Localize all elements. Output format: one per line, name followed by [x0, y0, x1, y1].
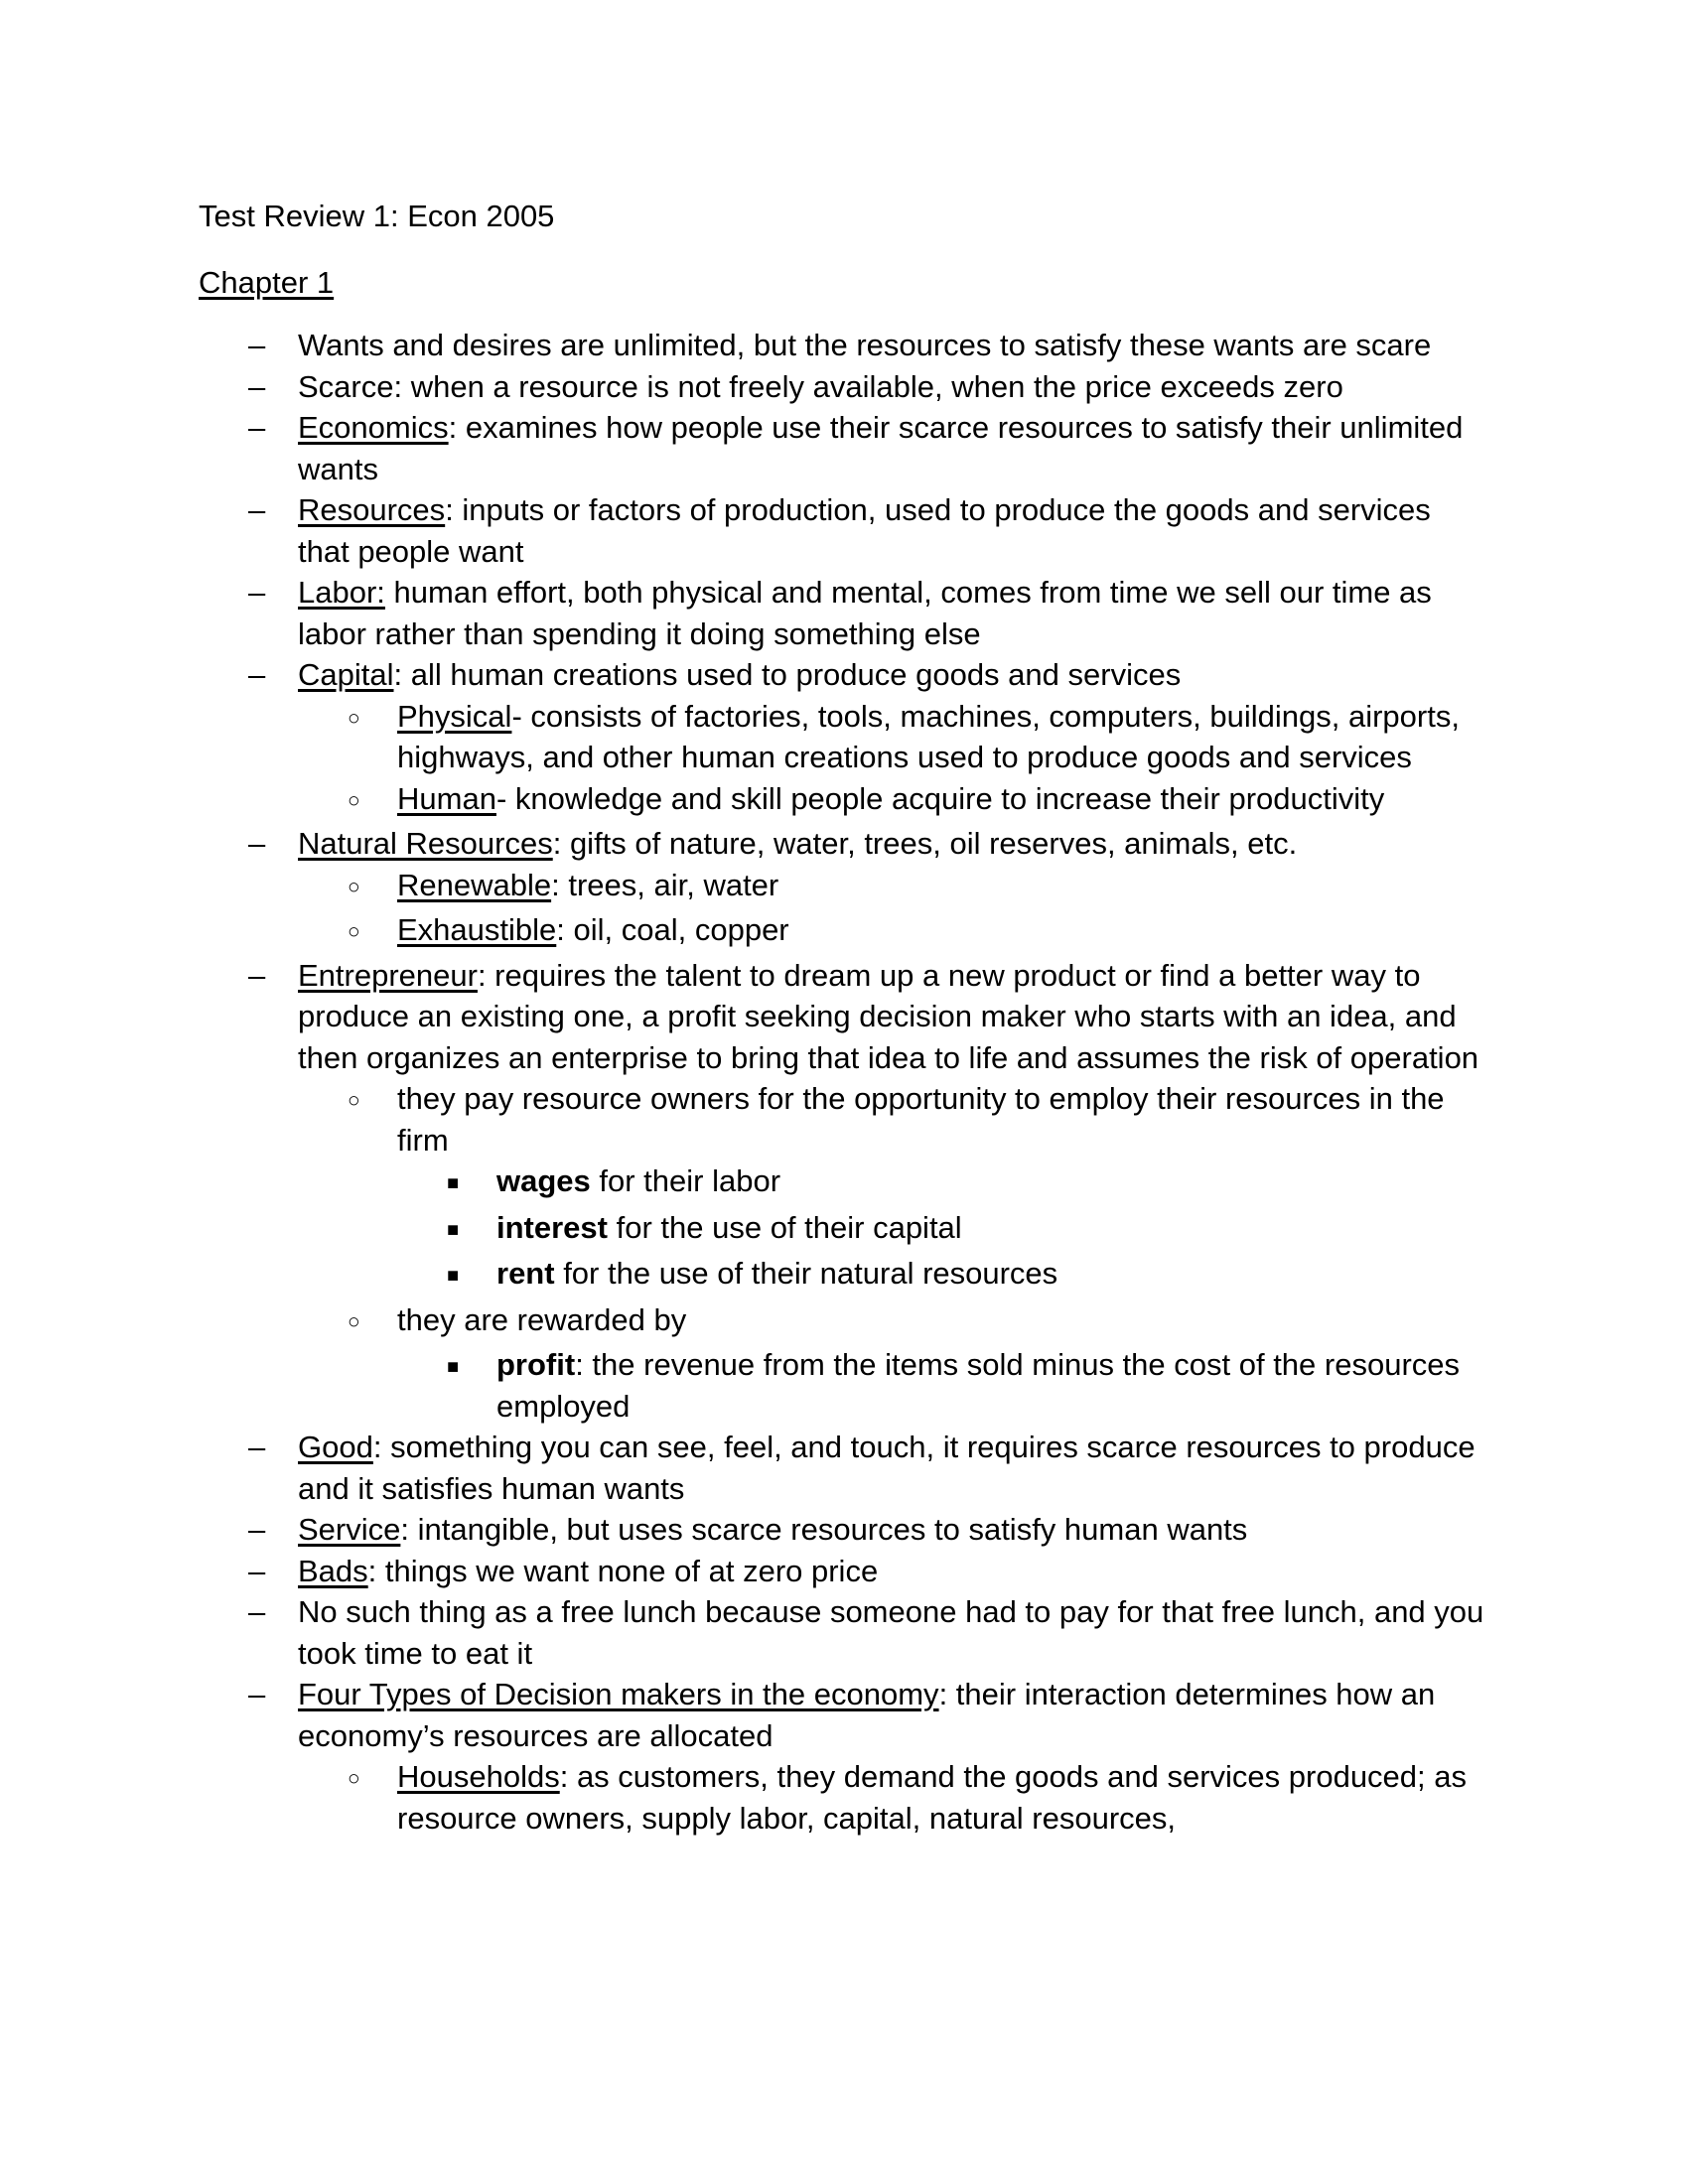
bold-term: wages — [496, 1163, 591, 1198]
list-item-text — [298, 572, 1489, 654]
list-item — [199, 325, 1489, 366]
list-item-text — [298, 1674, 1489, 1756]
list-item-text — [298, 489, 1489, 572]
chapter-heading-row — [199, 262, 1489, 304]
text-segment: : as customers, they demand the goods and services produced; as resource owners, supply labor, capital, natural resources, — [397, 1759, 1468, 1836]
dash-bullet-icon: – — [248, 826, 266, 861]
underlined-term: Resources — [298, 492, 446, 527]
text-segment: Wants and desires are unlimited, but the resources to satisfy these wants are scare — [298, 328, 1432, 362]
dash-bullet-icon: – — [248, 1553, 266, 1588]
list-item-text — [298, 1509, 1489, 1551]
list-item-text — [397, 1756, 1489, 1839]
document-title: Test Review 1: Econ 2005 — [199, 199, 555, 233]
chapter-heading: Chapter 1 — [199, 264, 335, 300]
underlined-term: Physical — [397, 698, 512, 734]
list-item-text — [397, 1078, 1489, 1160]
list-item-text — [298, 1551, 1489, 1592]
text-segment: for the use of their capital — [607, 1209, 962, 1245]
circle-bullet-icon: ○ — [348, 1309, 360, 1333]
list-item — [199, 823, 1489, 865]
circle-bullet-icon: ○ — [348, 875, 360, 898]
list-item-text — [298, 366, 1489, 408]
list-item-text — [496, 1207, 1489, 1249]
dash-bullet-icon: – — [248, 575, 266, 610]
list-item-text — [298, 1427, 1489, 1509]
dash-bullet-icon: – — [248, 657, 266, 692]
square-bullet-icon: ■ — [447, 1218, 460, 1241]
text-segment: : intangible, but uses scarce resources to satisfy human wants — [400, 1512, 1248, 1547]
list-item — [199, 366, 1489, 408]
list-item-text — [397, 1299, 1489, 1341]
text-segment: Scarce: when a resource is not freely available, when the price exceeds zero — [298, 368, 1343, 404]
text-segment: - knowledge and skill people acquire to increase their productivity — [495, 780, 1385, 816]
circle-bullet-icon: ○ — [348, 1767, 360, 1790]
bold-term: rent — [496, 1256, 555, 1291]
notes-list — [199, 325, 1489, 1839]
underlined-term: Economics — [298, 410, 449, 445]
list-item — [199, 489, 1489, 572]
dash-bullet-icon: – — [248, 1594, 266, 1629]
list-item — [199, 1551, 1489, 1592]
text-segment: : something you can see, feel, and touch, it requires scarce resources to produce and it satisfies human wants — [298, 1430, 1476, 1506]
document-content — [199, 196, 1489, 1839]
square-bullet-icon: ■ — [447, 1356, 460, 1378]
text-segment: they pay resource owners for the opportunity to employ their resources in the firm — [397, 1081, 1445, 1158]
square-bullet-icon: ■ — [447, 1265, 460, 1287]
underlined-term: Natural Resources — [298, 826, 553, 861]
text-segment: human effort, both physical and mental, comes from time we sell our time as labor rather than spending it doing something else — [298, 575, 1432, 651]
list-item-text — [496, 1253, 1489, 1295]
list-item — [199, 572, 1489, 654]
dash-bullet-icon: – — [248, 957, 266, 993]
dash-bullet-icon: – — [248, 328, 266, 362]
list-item — [199, 865, 1489, 910]
list-item — [199, 1253, 1489, 1299]
text-segment: they are rewarded by — [397, 1301, 687, 1337]
text-segment: for the use of their natural resources — [554, 1256, 1058, 1291]
list-item — [199, 1299, 1489, 1345]
underlined-term: Four Types of Decision makers in the economy — [298, 1677, 939, 1711]
dash-bullet-icon: – — [248, 1512, 266, 1547]
circle-bullet-icon: ○ — [348, 920, 360, 943]
list-item — [199, 955, 1489, 1079]
underlined-term: Capital — [298, 657, 394, 692]
list-item-text — [298, 654, 1489, 696]
list-item — [199, 407, 1489, 489]
list-item-text — [397, 909, 1489, 951]
circle-bullet-icon: ○ — [348, 706, 360, 730]
text-segment: : all human creations used to produce goods and services — [393, 657, 1182, 692]
underlined-term: Households — [397, 1759, 560, 1794]
text-segment: : the revenue from the items sold minus the cost of the resources employed — [496, 1347, 1461, 1424]
underlined-term: Labor: — [298, 575, 385, 610]
list-item — [199, 696, 1489, 778]
underlined-term: Renewable — [397, 867, 552, 902]
list-item — [199, 1160, 1489, 1207]
list-item-text — [298, 955, 1489, 1079]
list-item-text — [298, 325, 1489, 366]
text-segment: : oil, coal, copper — [556, 912, 789, 947]
circle-bullet-icon: ○ — [348, 1089, 360, 1112]
dash-bullet-icon: – — [248, 410, 266, 445]
text-segment: : examines how people use their scarce resources to satisfy their unlimited wants — [298, 410, 1464, 486]
list-item-text — [496, 1160, 1489, 1202]
text-segment: No such thing as a free lunch because someone had to pay for that free lunch, and you took time to eat it — [298, 1594, 1484, 1671]
text-segment: : gifts of nature, water, trees, oil reserves, animals, etc. — [552, 826, 1298, 861]
underlined-term: Human — [397, 780, 496, 816]
text-segment: : trees, air, water — [551, 867, 779, 902]
list-item — [199, 654, 1489, 696]
underlined-term: Good — [298, 1430, 373, 1464]
underlined-term: Entrepreneur — [298, 957, 478, 993]
list-item-text — [397, 865, 1489, 906]
text-segment: for their labor — [590, 1163, 781, 1198]
list-item — [199, 1207, 1489, 1254]
list-item — [199, 778, 1489, 824]
list-item — [199, 1427, 1489, 1509]
dash-bullet-icon: – — [248, 1677, 266, 1711]
list-item — [199, 1591, 1489, 1674]
list-item-text — [298, 407, 1489, 489]
list-item — [199, 1674, 1489, 1756]
list-item — [199, 1344, 1489, 1427]
text-segment: - consists of factories, tools, machines, computers, buildings, airports, highways, and other human creations used to produce goods and services — [397, 698, 1460, 774]
list-item — [199, 1509, 1489, 1551]
dash-bullet-icon: – — [248, 368, 266, 404]
underlined-term: Service — [298, 1512, 401, 1547]
circle-bullet-icon: ○ — [348, 788, 360, 812]
list-item — [199, 909, 1489, 955]
list-item-text — [298, 1591, 1489, 1674]
dash-bullet-icon: – — [248, 492, 266, 527]
bold-term: profit — [496, 1347, 576, 1382]
underlined-term: Bads — [298, 1553, 368, 1588]
list-item — [199, 1756, 1489, 1839]
list-item-text — [397, 778, 1489, 820]
text-segment: : things we want none of at zero price — [367, 1553, 879, 1588]
list-item-text — [397, 696, 1489, 778]
text-segment: : requires the talent to dream up a new product or find a better way to produce an existing one, a profit seeking decision maker who starts with an idea, and then organizes an enterprise to bring that idea to life and assumes the risk of operation — [298, 957, 1479, 1075]
text-segment: : their interaction determines how an economy’s resources are allocated — [298, 1677, 1436, 1753]
square-bullet-icon: ■ — [447, 1172, 460, 1194]
list-item-text — [298, 823, 1489, 865]
dash-bullet-icon: – — [248, 1430, 266, 1464]
underlined-term: Exhaustible — [397, 912, 557, 947]
bold-term: interest — [496, 1209, 608, 1245]
list-item-text — [496, 1344, 1489, 1427]
list-item — [199, 1078, 1489, 1160]
text-segment: : inputs or factors of production, used to produce the goods and services that people want — [298, 492, 1431, 569]
